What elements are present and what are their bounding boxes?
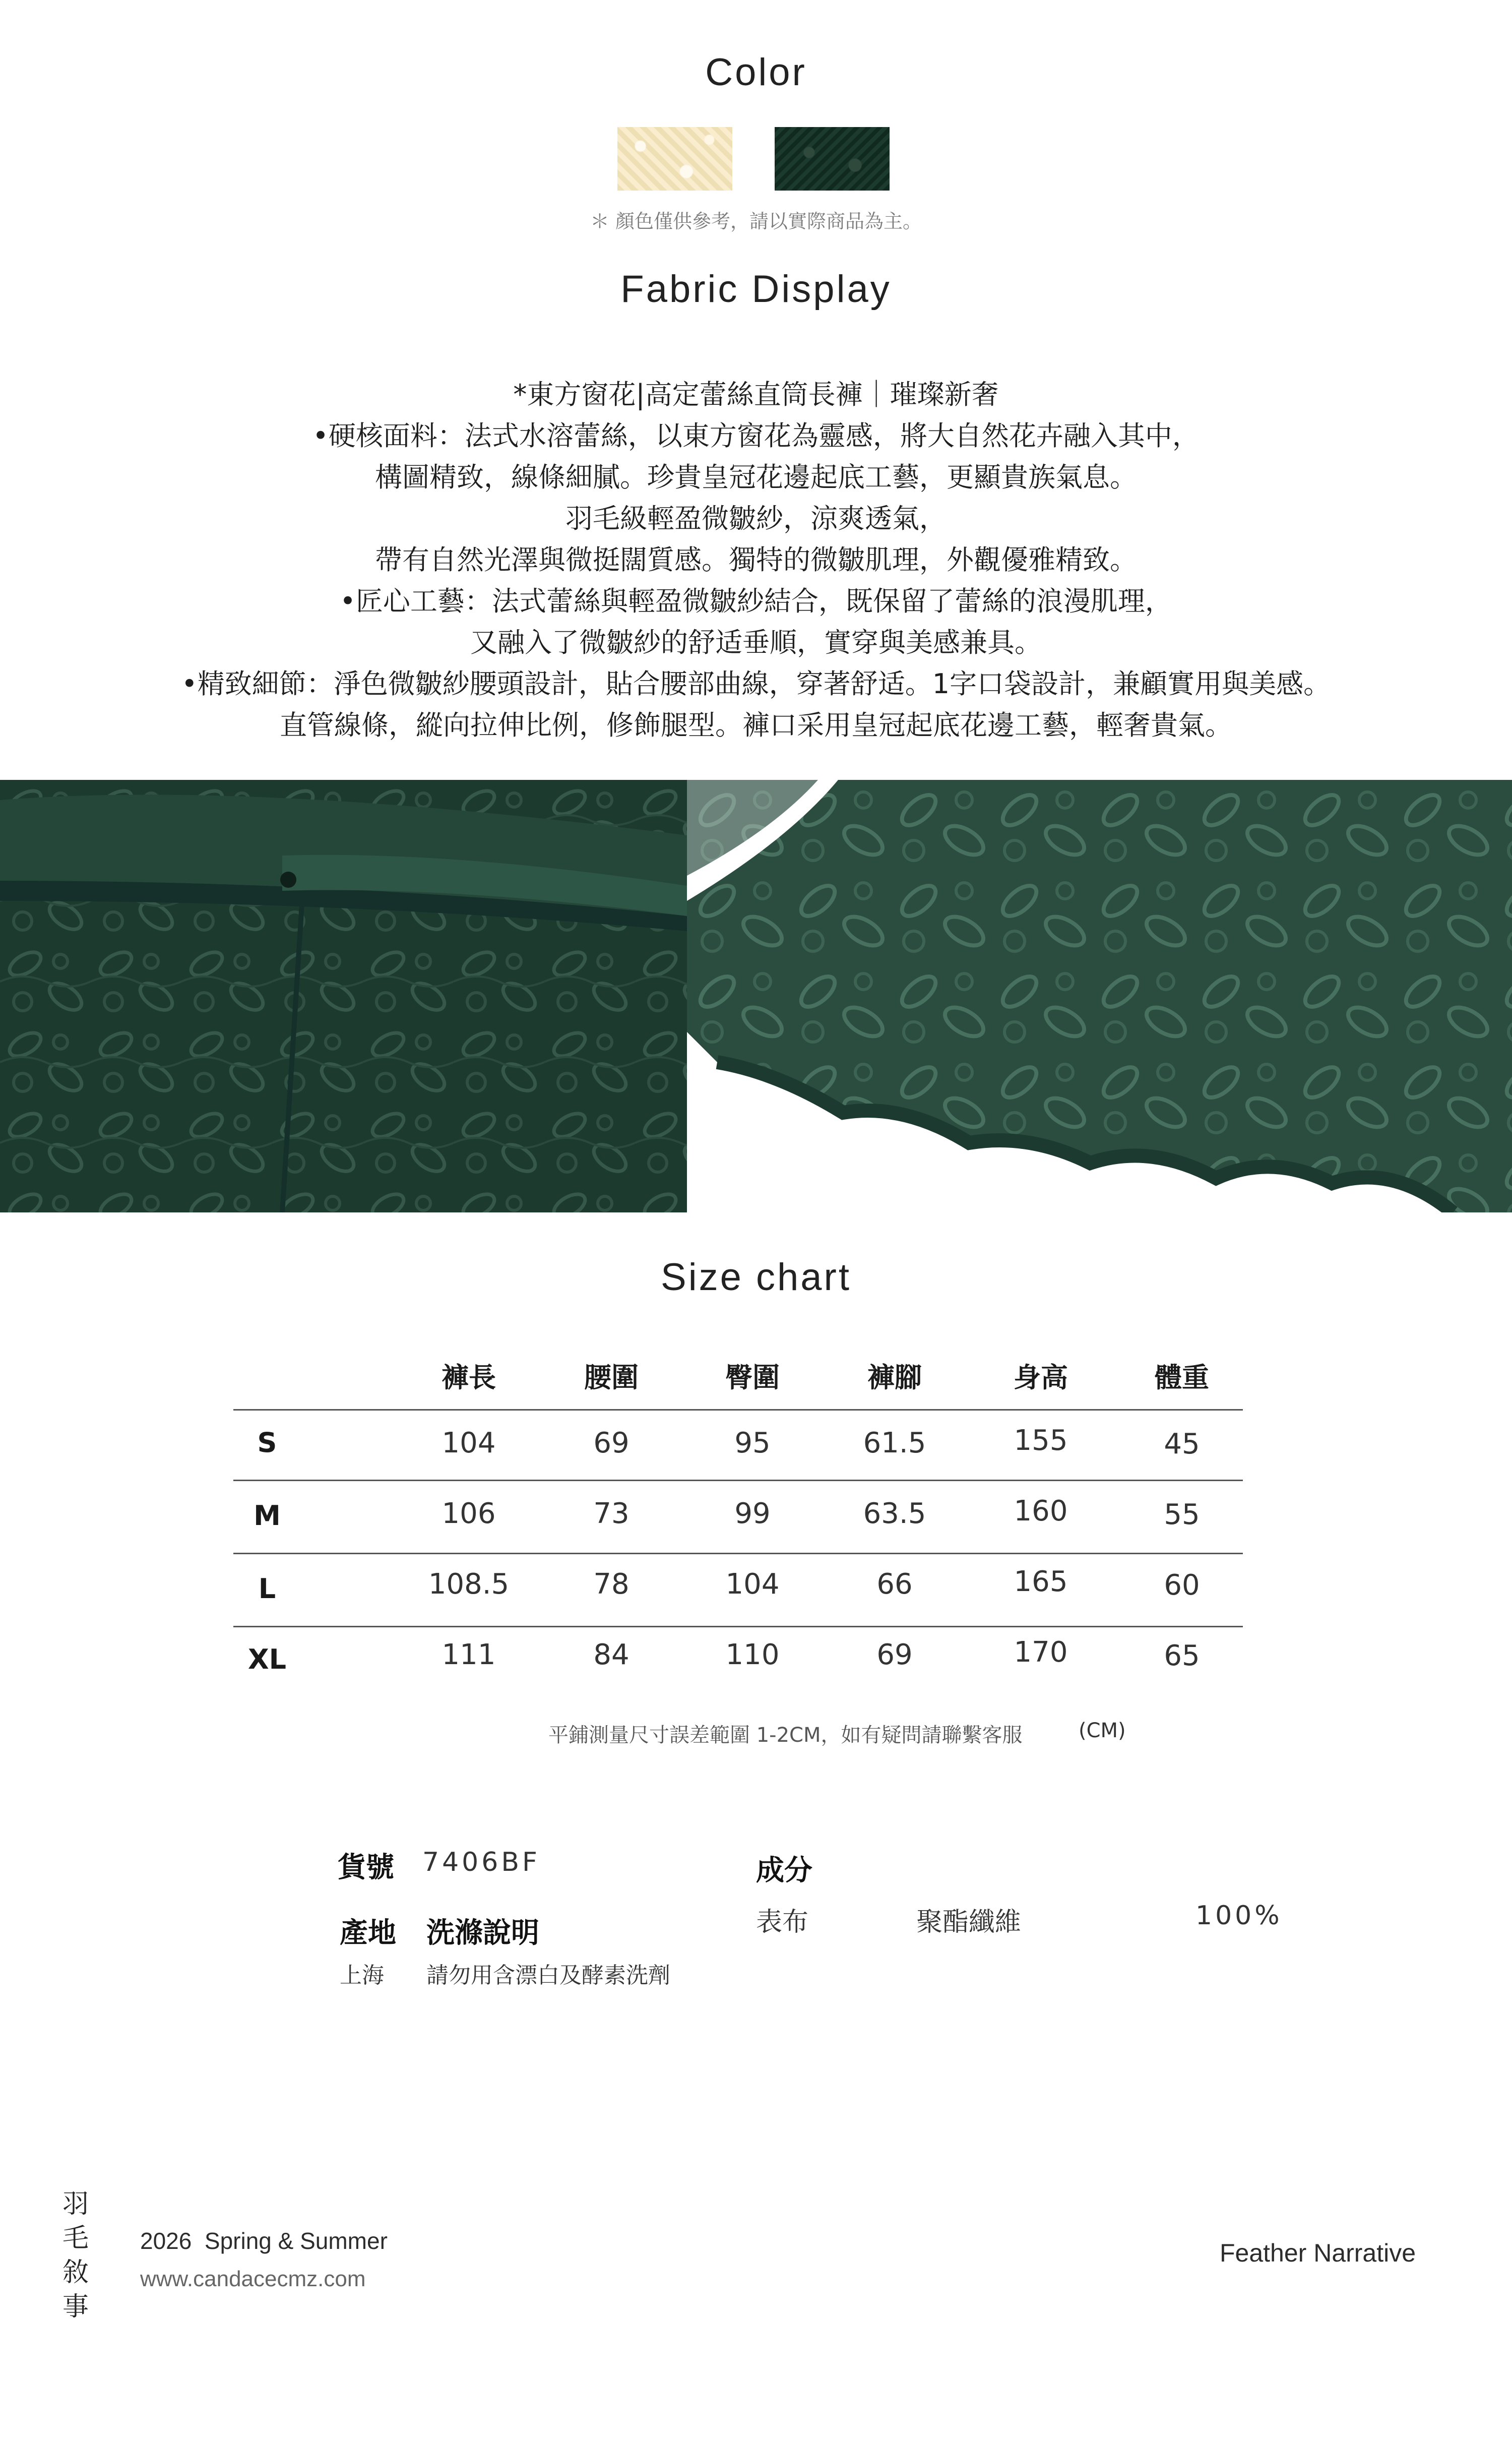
composition-label: 成分 — [756, 1854, 812, 1887]
table-cell: 65 — [1164, 1639, 1200, 1672]
description-line: 直管線條，縱向拉伸比例，修飾腿型。褲口采用皇冠起底花邊工藝，輕奢貴氣。 — [280, 709, 1232, 741]
description-line: 羽毛級輕盈微皺紗，涼爽透氣， — [565, 503, 947, 534]
waistband-closeup-photo — [0, 780, 687, 1212]
table-cell: 95 — [734, 1427, 771, 1459]
table-rule — [233, 1480, 1243, 1481]
description-line: •硬核面料：法式水溶蕾絲，以東方窗花為靈感，將大自然花卉融入其中， — [312, 420, 1200, 452]
fabric-description — [0, 374, 1512, 746]
description-line: 又融入了微皺紗的舒适垂順，實穿與美感兼具。 — [470, 627, 1042, 658]
row-size-label: M — [254, 1500, 281, 1532]
color-note: ＊ 顏色僅供參考，請以實際商品為主。 — [590, 210, 922, 232]
size-chart-title: Size chart — [661, 1256, 851, 1299]
header-weight: 體重 — [1155, 1362, 1209, 1393]
table-cell: 78 — [593, 1568, 629, 1601]
brand-char: 毛 — [62, 2223, 89, 2253]
color-title: Color — [705, 51, 807, 94]
table-cell: 69 — [593, 1427, 629, 1459]
collection-name: Feather Narrative — [1220, 2239, 1416, 2267]
table-cell: 99 — [734, 1497, 771, 1530]
table-cell: 66 — [876, 1568, 913, 1601]
table-cell: 60 — [1164, 1569, 1200, 1602]
table-cell: 104 — [725, 1568, 780, 1601]
table-cell: 61.5 — [863, 1427, 926, 1459]
fabric-title: Fabric Display — [620, 268, 892, 311]
table-cell: 63.5 — [863, 1497, 926, 1530]
table-cell: 108.5 — [428, 1568, 510, 1601]
table-cell: 165 — [1014, 1565, 1068, 1598]
table-cell: 104 — [442, 1427, 496, 1459]
origin-label: 產地 — [340, 1917, 396, 1949]
unit-label: (CM) — [1079, 1719, 1126, 1742]
hem-lace-closeup-photo — [687, 780, 1512, 1212]
row-size-label: S — [257, 1427, 277, 1458]
brand-char: 事 — [62, 2292, 89, 2322]
table-cell: 160 — [1014, 1495, 1068, 1528]
composition-part: 表布 — [756, 1907, 809, 1937]
header-hip: 臀圍 — [725, 1362, 780, 1393]
table-cell: 73 — [593, 1497, 629, 1530]
description-line: 構圖精致，線條細膩。珍貴皇冠花邊起底工藝，更顯貴族氣息。 — [375, 461, 1137, 493]
table-cell: 111 — [442, 1638, 496, 1671]
description-line: *東方窗花|高定蕾絲直筒長褲｜璀璨新奢 — [513, 379, 999, 410]
table-cell: 45 — [1164, 1428, 1200, 1460]
swatch-cream[interactable] — [617, 127, 732, 191]
header-waist: 腰圍 — [584, 1362, 639, 1393]
table-rule — [233, 1626, 1243, 1627]
table-rule — [233, 1409, 1243, 1411]
table-cell: 155 — [1014, 1424, 1068, 1457]
item-no-value: 7406BF — [422, 1847, 540, 1877]
website-link[interactable]: www.candacecmz.com — [140, 2267, 366, 2291]
composition-material: 聚酯纖維 — [916, 1907, 1022, 1937]
wash-value: 請勿用含漂白及酵素洗劑 — [426, 1963, 670, 1988]
brand-vertical — [60, 2187, 91, 2324]
header-height: 身高 — [1014, 1362, 1068, 1393]
table-cell: 170 — [1014, 1636, 1068, 1669]
table-cell: 55 — [1164, 1498, 1200, 1531]
table-cell: 84 — [593, 1638, 629, 1671]
origin-value: 上海 — [340, 1963, 384, 1988]
table-cell: 69 — [876, 1638, 913, 1671]
swatch-dark-green[interactable] — [775, 127, 890, 191]
header-length: 褲長 — [442, 1362, 496, 1393]
composition-percent: 100% — [1195, 1901, 1283, 1931]
measurement-note: 平鋪測量尺寸誤差範圍 1-2CM，如有疑問請聯繫客服 — [548, 1724, 1023, 1747]
table-cell: 110 — [725, 1638, 780, 1671]
wash-label: 洗滌說明 — [426, 1917, 539, 1949]
description-line: •精致細節：淨色微皺紗腰頭設計，貼合腰部曲線，穿著舒适。1字口袋設計，兼顧實用與美感。 — [181, 668, 1331, 700]
brand-char: 羽 — [62, 2189, 89, 2219]
table-cell: 106 — [442, 1497, 496, 1530]
season-label: 2026 Spring & Summer — [140, 2228, 388, 2254]
description-line: •匠心工藝：法式蕾絲與輕盈微皺紗結合，既保留了蕾絲的浪漫肌理， — [340, 585, 1172, 617]
brand-char: 敘 — [62, 2257, 89, 2288]
table-rule — [233, 1553, 1243, 1554]
item-no-label: 貨號 — [338, 1851, 394, 1884]
description-line: 帶有自然光澤與微挺闊質感。獨特的微皺肌理，外觀優雅精致。 — [375, 544, 1137, 576]
row-size-label: L — [258, 1573, 276, 1605]
row-size-label: XL — [247, 1643, 287, 1675]
header-hem: 褲腳 — [867, 1362, 922, 1393]
